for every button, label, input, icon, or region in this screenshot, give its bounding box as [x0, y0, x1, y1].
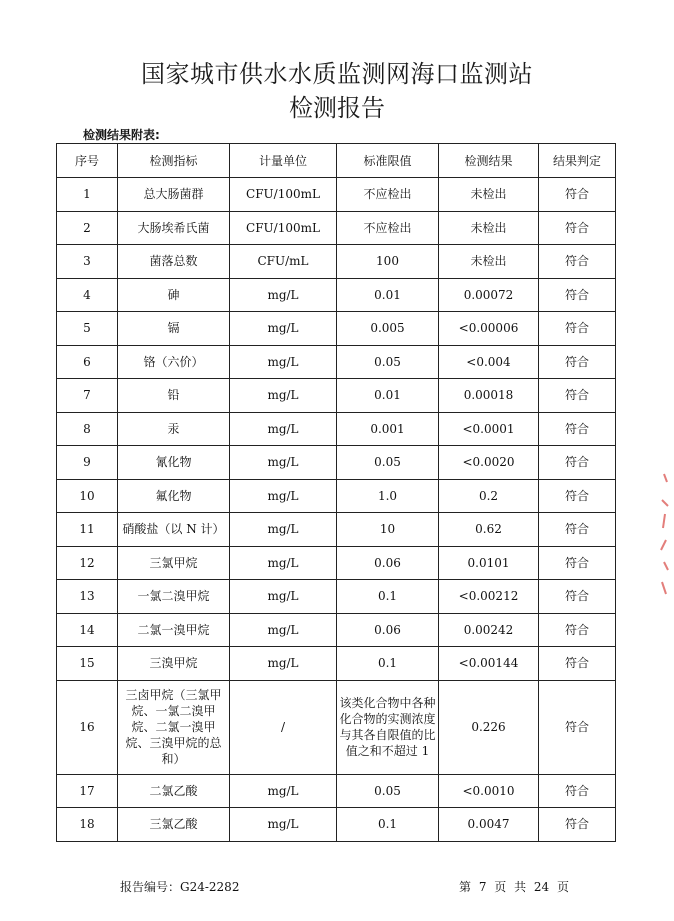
table-row	[57, 680, 616, 774]
cell-index: 4	[57, 278, 118, 312]
cell-index: 14	[57, 613, 118, 647]
table-row	[57, 345, 616, 379]
cell-unit: CFU/100mL	[230, 178, 337, 212]
cell-judgement: 符合	[539, 278, 616, 312]
table-row	[57, 613, 616, 647]
table-row	[57, 278, 616, 312]
cell-result: 0.00072	[439, 278, 539, 312]
cell-limit: 该类化合物中各种化合物的实测浓度与其各自限值的比值之和不超过 1	[337, 680, 439, 774]
cell-result: 0.00018	[439, 379, 539, 413]
col-header-limit: 标准限值	[337, 144, 439, 178]
cell-result: 0.226	[439, 680, 539, 774]
table-row	[57, 211, 616, 245]
cell-index: 18	[57, 808, 118, 842]
table-row	[57, 580, 616, 614]
cell-unit: /	[230, 680, 337, 774]
cell-result: 0.62	[439, 513, 539, 547]
cell-index: 6	[57, 345, 118, 379]
cell-unit: mg/L	[230, 312, 337, 346]
cell-item: 三氯乙酸	[118, 808, 230, 842]
cell-limit: 0.1	[337, 808, 439, 842]
cell-item: 镉	[118, 312, 230, 346]
col-header-unit: 计量单位	[230, 144, 337, 178]
table-row	[57, 312, 616, 346]
table-row	[57, 546, 616, 580]
cell-limit: 0.001	[337, 412, 439, 446]
cell-item: 硝酸盐（以 N 计）	[118, 513, 230, 547]
cell-item: 三卤甲烷（三氯甲烷、一氯二溴甲烷、二氯一溴甲烷、三溴甲烷的总和）	[118, 680, 230, 774]
cell-unit: mg/L	[230, 546, 337, 580]
cell-result: <0.0001	[439, 412, 539, 446]
cell-item: 二氯乙酸	[118, 774, 230, 808]
cell-result: <0.004	[439, 345, 539, 379]
cell-limit: 0.05	[337, 774, 439, 808]
table-row	[57, 513, 616, 547]
table-row	[57, 479, 616, 513]
cell-unit: mg/L	[230, 278, 337, 312]
cell-limit: 0.1	[337, 580, 439, 614]
table-row	[57, 412, 616, 446]
cell-unit: mg/L	[230, 613, 337, 647]
cell-judgement: 符合	[539, 647, 616, 681]
cell-limit: 0.06	[337, 613, 439, 647]
table-row	[57, 178, 616, 212]
cell-limit: 0.06	[337, 546, 439, 580]
cell-index: 12	[57, 546, 118, 580]
report-subtitle: 检测报告	[289, 94, 385, 122]
cell-limit: 10	[337, 513, 439, 547]
cell-item: 菌落总数	[118, 245, 230, 279]
cell-judgement: 符合	[539, 808, 616, 842]
cell-unit: mg/L	[230, 412, 337, 446]
cell-item: 铅	[118, 379, 230, 413]
results-table	[56, 143, 616, 842]
table-row	[57, 446, 616, 480]
col-header-item: 检测指标	[118, 144, 230, 178]
report-number: 报告编号：G24-2282	[120, 880, 240, 894]
cell-limit: 0.05	[337, 345, 439, 379]
cell-index: 17	[57, 774, 118, 808]
page-indicator: 第 7 页 共 24 页	[459, 880, 569, 894]
cell-limit: 1.0	[337, 479, 439, 513]
cell-index: 7	[57, 379, 118, 413]
cell-index: 5	[57, 312, 118, 346]
cell-item: 氰化物	[118, 446, 230, 480]
cell-judgement: 符合	[539, 580, 616, 614]
cell-judgement: 符合	[539, 546, 616, 580]
table-row	[57, 379, 616, 413]
cell-judgement: 符合	[539, 479, 616, 513]
cell-unit: CFU/100mL	[230, 211, 337, 245]
col-header-result: 检测结果	[439, 144, 539, 178]
cell-result: <0.0020	[439, 446, 539, 480]
cell-unit: mg/L	[230, 379, 337, 413]
cell-result: 未检出	[439, 245, 539, 279]
cell-unit: CFU/mL	[230, 245, 337, 279]
cell-item: 铬（六价）	[118, 345, 230, 379]
cell-limit: 0.05	[337, 446, 439, 480]
cell-index: 1	[57, 178, 118, 212]
cell-item: 总大肠菌群	[118, 178, 230, 212]
cell-item: 三溴甲烷	[118, 647, 230, 681]
cell-item: 三氯甲烷	[118, 546, 230, 580]
cell-result: 0.0101	[439, 546, 539, 580]
cell-limit: 0.1	[337, 647, 439, 681]
cell-judgement: 符合	[539, 345, 616, 379]
cell-judgement: 符合	[539, 513, 616, 547]
cell-unit: mg/L	[230, 345, 337, 379]
cell-result: <0.00006	[439, 312, 539, 346]
cell-item: 汞	[118, 412, 230, 446]
cell-item: 一氯二溴甲烷	[118, 580, 230, 614]
cell-index: 10	[57, 479, 118, 513]
table-row	[57, 808, 616, 842]
cell-item: 砷	[118, 278, 230, 312]
table-row	[57, 774, 616, 808]
cell-limit: 0.01	[337, 278, 439, 312]
cell-judgement: 符合	[539, 412, 616, 446]
cell-result: <0.00144	[439, 647, 539, 681]
table-row	[57, 647, 616, 681]
cell-unit: mg/L	[230, 580, 337, 614]
cell-item: 大肠埃希氏菌	[118, 211, 230, 245]
cell-limit: 0.01	[337, 379, 439, 413]
cell-unit: mg/L	[230, 479, 337, 513]
cell-item: 氟化物	[118, 479, 230, 513]
cell-result: 0.00242	[439, 613, 539, 647]
cell-judgement: 符合	[539, 178, 616, 212]
cell-result: 未检出	[439, 178, 539, 212]
cell-index: 11	[57, 513, 118, 547]
cell-index: 2	[57, 211, 118, 245]
cell-result: <0.00212	[439, 580, 539, 614]
cell-limit: 0.005	[337, 312, 439, 346]
table-header-row	[57, 144, 616, 178]
cell-judgement: 符合	[539, 211, 616, 245]
cell-unit: mg/L	[230, 446, 337, 480]
cell-result: <0.0010	[439, 774, 539, 808]
cell-item: 二氯一溴甲烷	[118, 613, 230, 647]
cell-judgement: 符合	[539, 379, 616, 413]
cell-unit: mg/L	[230, 647, 337, 681]
cell-index: 16	[57, 680, 118, 774]
cell-judgement: 符合	[539, 312, 616, 346]
cell-judgement: 符合	[539, 245, 616, 279]
cell-limit: 不应检出	[337, 211, 439, 245]
cell-index: 9	[57, 446, 118, 480]
cell-index: 15	[57, 647, 118, 681]
cell-result: 未检出	[439, 211, 539, 245]
cell-judgement: 符合	[539, 613, 616, 647]
seal-stamp-edge	[656, 470, 672, 600]
cell-unit: mg/L	[230, 808, 337, 842]
cell-index: 3	[57, 245, 118, 279]
cell-judgement: 符合	[539, 446, 616, 480]
cell-unit: mg/L	[230, 513, 337, 547]
cell-judgement: 符合	[539, 680, 616, 774]
table-row	[57, 245, 616, 279]
col-header-index: 序号	[57, 144, 118, 178]
cell-result: 0.2	[439, 479, 539, 513]
cell-judgement: 符合	[539, 774, 616, 808]
cell-index: 8	[57, 412, 118, 446]
cell-unit: mg/L	[230, 774, 337, 808]
table-caption: 检测结果附表:	[83, 128, 160, 142]
col-header-judgement: 结果判定	[539, 144, 616, 178]
cell-limit: 不应检出	[337, 178, 439, 212]
cell-index: 13	[57, 580, 118, 614]
cell-limit: 100	[337, 245, 439, 279]
cell-result: 0.0047	[439, 808, 539, 842]
report-org-title: 国家城市供水水质监测网海口监测站	[141, 60, 533, 88]
